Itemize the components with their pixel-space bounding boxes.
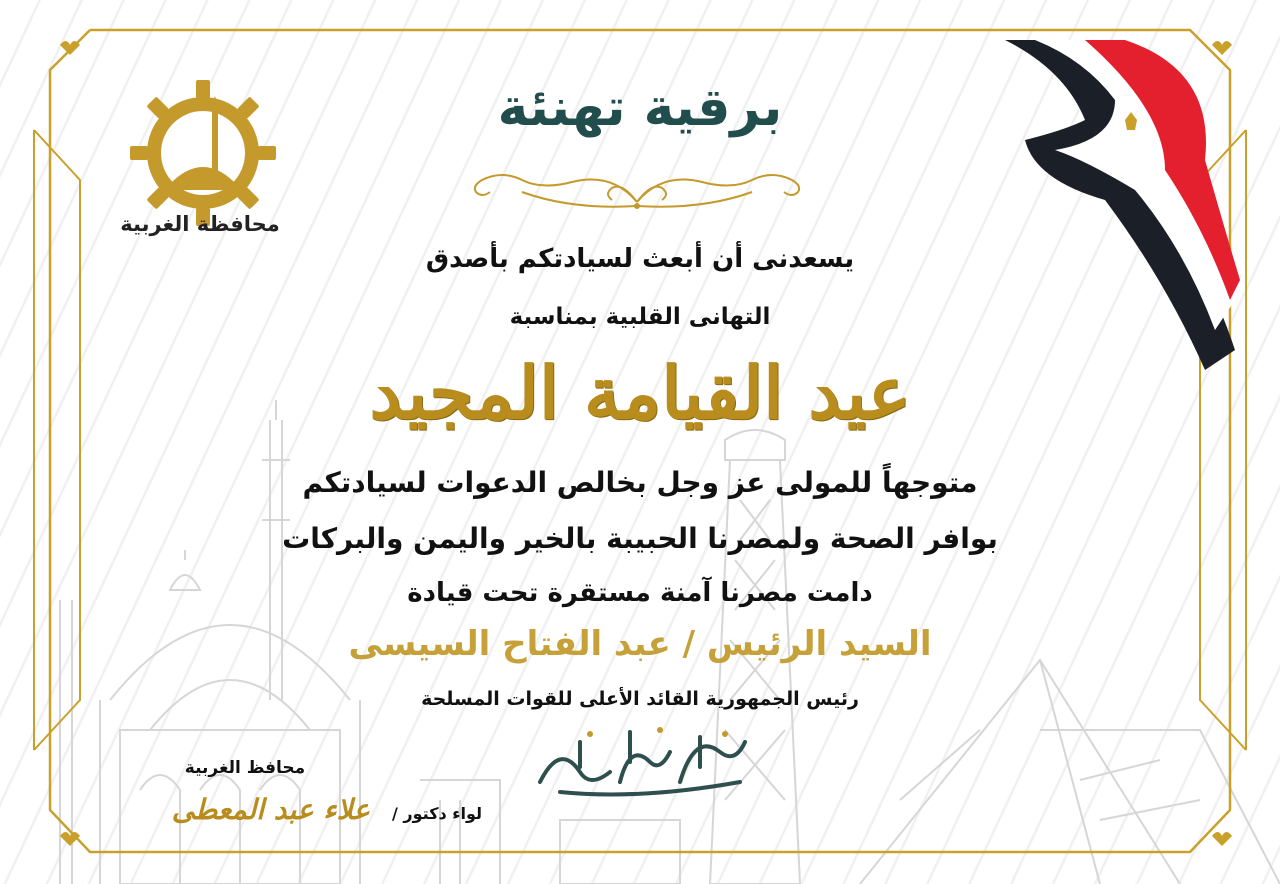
scroll-ornament-icon [462,162,812,218]
body-line-4: بوافر الصحة ولمصرنا الحبيبة بالخير واليمن والبركات [282,522,998,555]
intro-line-1: يسعدنى أن أبعث لسيادتكم بأصدق [425,244,855,274]
governor-title: محافظ الغربية [184,758,306,778]
body-line-5: دامت مصرنا آمنة مستقرة تحت قيادة [407,578,873,608]
logo-caption: محافظة الغربية [120,212,280,236]
occasion-heading: عيد القيامة المجيد [369,350,911,435]
governor-rank: لواء دكتور / [392,804,482,823]
president-name: السيد الرئيس / عبد الفتاح السيسى [348,624,932,664]
page-title: برقية تهنئة [497,78,783,138]
president-title: رئيس الجمهورية القائد الأعلى للقوات المسلحة [421,688,859,710]
greeting-calligraphy [520,712,760,802]
governor-name: علاء عبد المعطى [171,793,370,826]
body-line-3: متوجهاً للمولى عز وجل بخالص الدعوات لسيادتكم [302,466,978,499]
intro-line-2: التهانى القلبية بمناسبة [509,304,771,330]
gear-mosque-logo-icon [128,78,278,228]
